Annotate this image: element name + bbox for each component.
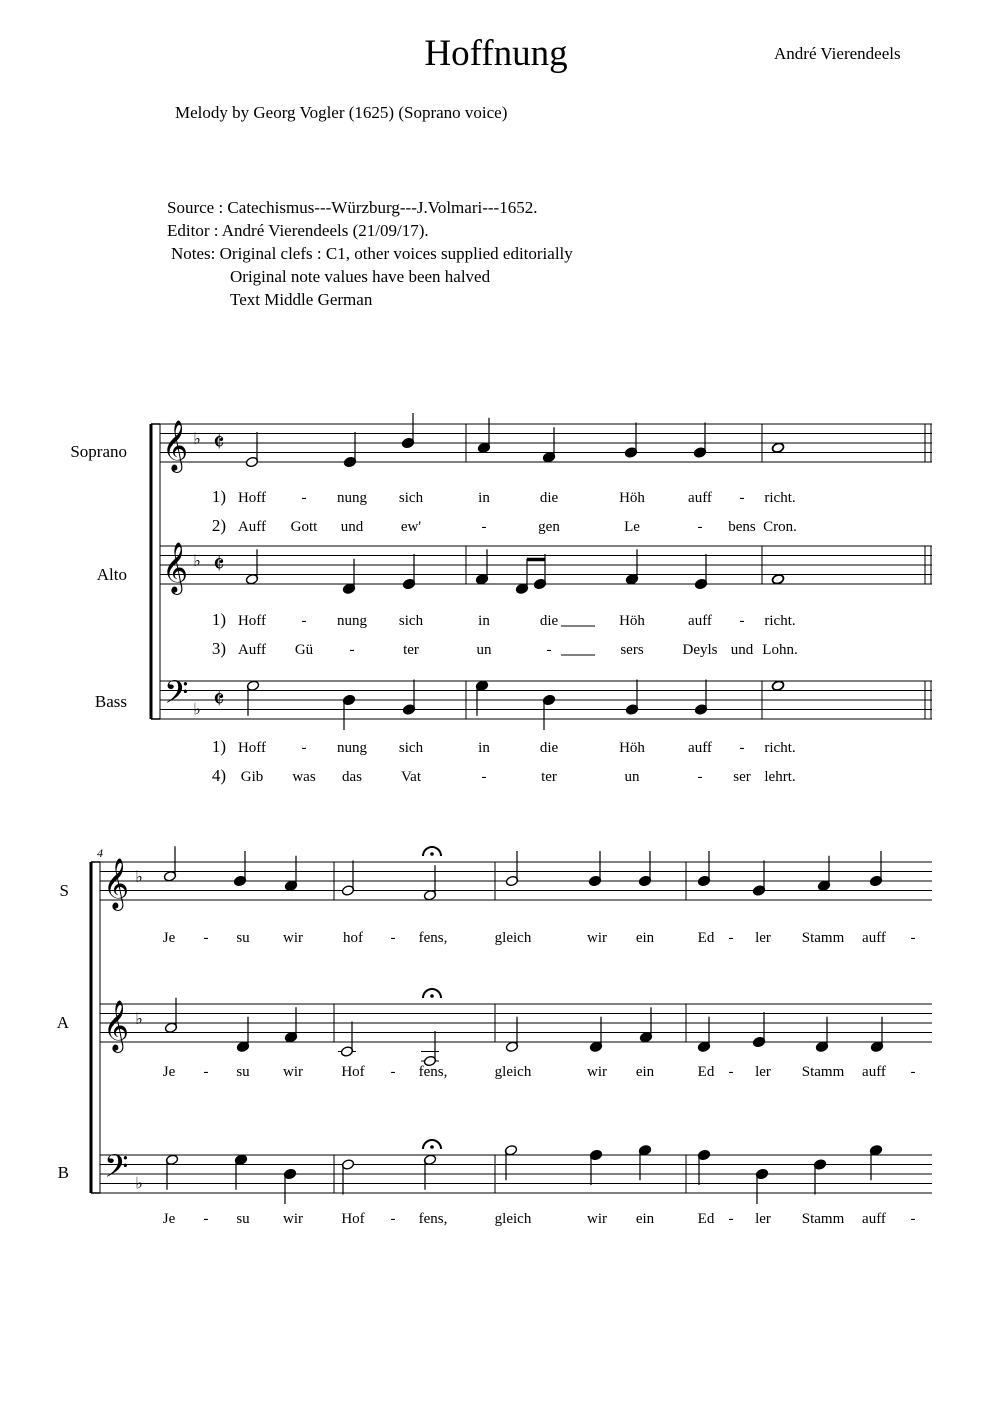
bass-lyric-s2: Hof <box>341 1211 365 1227</box>
soprano-lyric-verse-number: 2) <box>211 516 226 535</box>
bass-lyric-syllable: - <box>697 769 703 785</box>
bass-lyric-syllable: in <box>478 740 490 756</box>
notes-line-1: Notes: Original clefs : C1, other voices supplied editorially <box>171 244 573 263</box>
composer-name: André Vierendeels <box>774 44 901 63</box>
alto-lyric-s2: ein <box>635 1064 655 1080</box>
bass-lyric-syllable: ter <box>541 769 557 785</box>
soprano-lyric-s2: Je <box>162 930 176 946</box>
bass-lyric-syllable: - <box>481 769 487 785</box>
treble-clef-icon: 𝄞 <box>103 1001 130 1050</box>
alto-lyric-syllable: und <box>730 642 754 658</box>
alto-lyric-syllable: un <box>476 642 492 658</box>
notes-line-2: Original note values have been halved <box>230 267 491 286</box>
subtitle: Melody by Georg Vogler (1625) (Soprano voice) <box>175 103 508 122</box>
soprano-lyric-syllable: Auff <box>237 519 267 535</box>
alto-lyric-s2: - <box>390 1064 396 1080</box>
soprano-lyric-verse-number: 1) <box>211 487 226 506</box>
soprano-lyric-syllable: gen <box>538 519 560 535</box>
soprano-lyric-s2: fens, <box>418 930 448 946</box>
voice-label-bass: Bass <box>94 692 127 711</box>
alto-lyric-s2: Ed <box>697 1064 715 1080</box>
alto-lyric-syllable: die <box>539 613 559 629</box>
bass-lyric-syllable: ser <box>733 769 751 785</box>
soprano-lyric-syllable: Hoff <box>237 490 267 506</box>
score-title: Hoffnung <box>424 33 568 74</box>
bass-lyric-s2: ler <box>755 1211 771 1227</box>
alto-lyric-syllable: Hoff <box>237 613 267 629</box>
soprano-lyric-s2: - <box>390 930 396 946</box>
bass-lyric-s2: Je <box>162 1211 176 1227</box>
alto-lyric-syllable: - <box>546 642 552 658</box>
key-signature-flat-icon: ♭ <box>193 552 201 570</box>
bass-lyric-verse-number: 4) <box>211 766 226 785</box>
soprano-lyric-s2: ler <box>755 930 771 946</box>
soprano-lyric-s2: auff <box>862 930 886 946</box>
alto-lyric-s2: Stamm <box>801 1064 845 1080</box>
soprano-lyric-syllable: - <box>481 519 487 535</box>
alto-lyric-s2: gleich <box>494 1064 532 1080</box>
soprano-lyric-syllable: Cron. <box>763 519 797 535</box>
treble-clef-icon: 𝄞 <box>103 859 130 908</box>
alto-lyric-syllable: auff <box>688 613 712 629</box>
source-line: Source : Catechismus---Würzburg---J.Volmari---1652. <box>167 198 538 217</box>
soprano-lyric-s2: wir <box>587 930 607 946</box>
key-signature-flat-icon: ♭ <box>193 701 201 719</box>
bass-lyric-s2: wir <box>587 1211 607 1227</box>
bass-lyric-syllable: was <box>292 769 316 785</box>
bass-lyric-syllable: un <box>624 769 640 785</box>
bass-lyric-syllable: nung <box>337 740 367 756</box>
time-signature-cut-icon: 𝄵 <box>213 685 225 714</box>
bass-lyric-syllable: die <box>539 740 559 756</box>
fermata-dot <box>430 994 434 998</box>
alto-lyric-s2: - <box>910 1064 916 1080</box>
bass-lyric-s2: gleich <box>494 1211 532 1227</box>
soprano-lyric-syllable: - <box>697 519 703 535</box>
soprano-lyric-syllable: die <box>539 490 559 506</box>
note-head <box>771 680 784 692</box>
alto-lyric-syllable: - <box>349 642 355 658</box>
bass-clef-icon: 𝄢 <box>104 1150 129 1192</box>
soprano-lyric-s2: Ed <box>697 930 715 946</box>
bass-lyric-s2: Ed <box>697 1211 715 1227</box>
soprano-lyric-s2: gleich <box>494 930 532 946</box>
voice-label-a: A <box>56 1013 69 1032</box>
soprano-lyric-syllable: Le <box>624 519 640 535</box>
bass-lyric-verse-number: 1) <box>211 737 226 756</box>
alto-lyric-syllable: - <box>739 613 745 629</box>
alto-lyric-syllable: nung <box>337 613 367 629</box>
bass-lyric-syllable: Vat <box>401 769 421 785</box>
alto-lyric-s2: Hof <box>341 1064 365 1080</box>
voice-label-soprano: Soprano <box>70 442 127 461</box>
soprano-lyric-syllable: und <box>340 519 364 535</box>
soprano-lyric-s2: - <box>203 930 209 946</box>
alto-lyric-s2: wir <box>283 1064 303 1080</box>
alto-lyric-syllable: richt. <box>764 613 796 629</box>
bass-lyric-syllable: - <box>301 740 307 756</box>
bass-lyric-syllable: auff <box>688 740 712 756</box>
bass-lyric-syllable: lehrt. <box>764 769 796 785</box>
soprano-lyric-syllable: Höh <box>619 490 645 506</box>
bass-lyric-syllable: Höh <box>619 740 645 756</box>
alto-lyric-s2: - <box>203 1064 209 1080</box>
treble-clef-icon: 𝄞 <box>162 421 189 470</box>
bass-lyric-syllable: Hoff <box>237 740 267 756</box>
soprano-lyric-syllable: ew' <box>400 519 422 535</box>
alto-lyric-s2: auff <box>862 1064 886 1080</box>
bass-clef-icon: 𝄢 <box>164 676 189 718</box>
bass-lyric-syllable: richt. <box>764 740 796 756</box>
voice-label-b: B <box>57 1163 69 1182</box>
soprano-lyric-s2: Stamm <box>801 930 845 946</box>
soprano-lyric-syllable: richt. <box>764 490 796 506</box>
soprano-lyric-s2: - <box>910 930 916 946</box>
soprano-lyric-syllable: bens <box>728 519 756 535</box>
soprano-lyric-s2: wir <box>283 930 303 946</box>
bass-lyric-syllable: sich <box>398 740 424 756</box>
alto-lyric-s2: fens, <box>418 1064 448 1080</box>
fermata-dot <box>430 1145 434 1149</box>
bass-lyric-s2: - <box>203 1211 209 1227</box>
voice-label-alto: Alto <box>96 565 127 584</box>
alto-lyric-syllable: ter <box>403 642 419 658</box>
alto-lyric-syllable: - <box>301 613 307 629</box>
bass-lyric-s2: - <box>390 1211 396 1227</box>
alto-lyric-verse-number: 1) <box>211 610 226 629</box>
time-signature-cut-icon: 𝄵 <box>213 550 225 579</box>
alto-lyric-syllable: Gü <box>294 642 314 658</box>
voice-label-s: S <box>59 881 69 900</box>
alto-lyric-syllable: in <box>478 613 490 629</box>
time-signature-cut-icon: 𝄵 <box>213 428 225 457</box>
soprano-lyric-syllable: in <box>478 490 490 506</box>
fermata-dot <box>430 852 434 856</box>
soprano-lyric-s2: su <box>236 930 250 946</box>
bass-lyric-syllable: das <box>342 769 362 785</box>
notes-line-3: Text Middle German <box>230 290 373 309</box>
alto-lyric-s2: - <box>728 1064 734 1080</box>
bass-lyric-s2: fens, <box>418 1211 448 1227</box>
bass-lyric-s2: Stamm <box>801 1211 845 1227</box>
soprano-lyric-syllable: - <box>301 490 307 506</box>
bass-lyric-syllable: - <box>739 740 745 756</box>
soprano-lyric-s2: - <box>728 930 734 946</box>
alto-lyric-syllable: Auff <box>237 642 267 658</box>
bass-lyric-s2: auff <box>862 1211 886 1227</box>
soprano-lyric-syllable: Gott <box>290 519 318 535</box>
alto-lyric-syllable: Höh <box>619 613 645 629</box>
alto-lyric-s2: wir <box>587 1064 607 1080</box>
bass-lyric-s2: - <box>728 1211 734 1227</box>
editor-line: Editor : André Vierendeels (21/09/17). <box>167 221 429 240</box>
alto-lyric-s2: su <box>236 1064 250 1080</box>
soprano-lyric-s2: hof <box>343 930 363 946</box>
beam <box>527 558 545 562</box>
alto-lyric-s2: ler <box>755 1064 771 1080</box>
alto-lyric-verse-number: 3) <box>211 639 226 658</box>
key-signature-flat-icon: ♭ <box>135 1175 143 1193</box>
alto-lyric-syllable: sers <box>620 642 644 658</box>
alto-lyric-syllable: Deyls <box>682 642 718 658</box>
alto-lyric-syllable: sich <box>398 613 424 629</box>
bass-lyric-s2: ein <box>635 1211 655 1227</box>
key-signature-flat-icon: ♭ <box>135 868 143 886</box>
bass-lyric-syllable: Gib <box>240 769 264 785</box>
soprano-lyric-s2: ein <box>635 930 655 946</box>
bass-lyric-s2: - <box>910 1211 916 1227</box>
soprano-lyric-syllable: sich <box>398 490 424 506</box>
note-head <box>771 573 784 585</box>
key-signature-flat-icon: ♭ <box>135 1010 143 1028</box>
bass-lyric-s2: wir <box>283 1211 303 1227</box>
alto-lyric-s2: Je <box>162 1064 176 1080</box>
key-signature-flat-icon: ♭ <box>193 430 201 448</box>
treble-clef-icon: 𝄞 <box>162 543 189 592</box>
soprano-lyric-syllable: - <box>739 490 745 506</box>
alto-lyric-syllable: Lohn. <box>762 642 798 658</box>
bass-lyric-s2: su <box>236 1211 250 1227</box>
soprano-lyric-syllable: nung <box>337 490 367 506</box>
measure-number: 4 <box>97 846 103 860</box>
note-head <box>771 442 784 454</box>
soprano-lyric-syllable: auff <box>688 490 712 506</box>
